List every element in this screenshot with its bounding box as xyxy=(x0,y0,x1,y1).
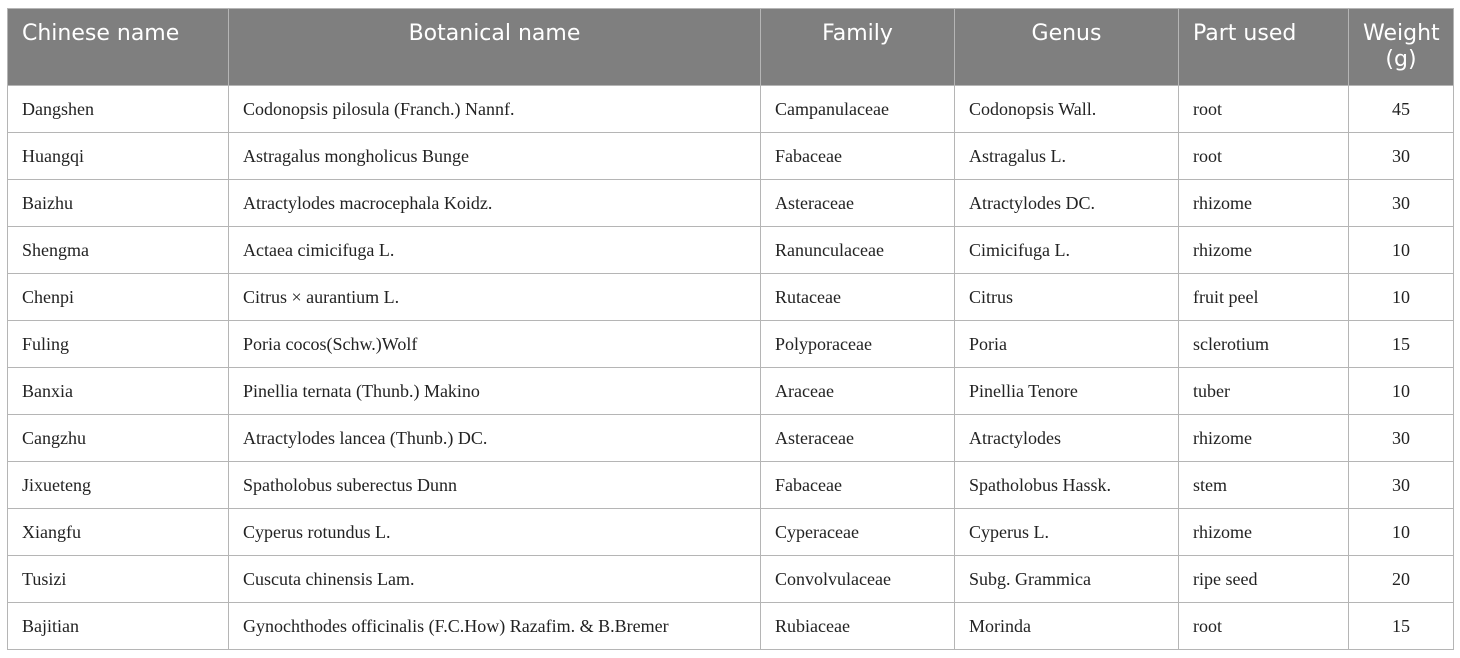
genus-cell: Poria xyxy=(955,321,1179,368)
column-header-chinese-name: Chinese name xyxy=(8,9,229,86)
weight-cell: 20 xyxy=(1349,556,1454,603)
column-header-family: Family xyxy=(761,9,955,86)
part-used-cell: ripe seed xyxy=(1179,556,1349,603)
botanical-name-cell: Codonopsis pilosula (Franch.) Nannf. xyxy=(229,86,761,133)
botanical-name-cell: Cyperus rotundus L. xyxy=(229,509,761,556)
part-used-cell: fruit peel xyxy=(1179,274,1349,321)
column-header-part-used: Part used xyxy=(1179,9,1349,86)
chinese-name-cell: Jixueteng xyxy=(8,462,229,509)
part-used-cell: sclerotium xyxy=(1179,321,1349,368)
weight-cell: 30 xyxy=(1349,133,1454,180)
chinese-name-cell: Bajitian xyxy=(8,603,229,650)
chinese-name-cell: Shengma xyxy=(8,227,229,274)
table-row xyxy=(8,321,1454,368)
table-row xyxy=(8,180,1454,227)
table-row xyxy=(8,86,1454,133)
family-cell: Fabaceae xyxy=(761,462,955,509)
part-used-cell: tuber xyxy=(1179,368,1349,415)
weight-cell: 30 xyxy=(1349,180,1454,227)
chinese-name-cell: Fuling xyxy=(8,321,229,368)
genus-cell: Subg. Grammica xyxy=(955,556,1179,603)
column-header-botanical-name: Botanical name xyxy=(229,9,761,86)
weight-cell: 30 xyxy=(1349,415,1454,462)
table-row xyxy=(8,274,1454,321)
botanical-name-cell: Spatholobus suberectus Dunn xyxy=(229,462,761,509)
table-row xyxy=(8,415,1454,462)
botanical-name-cell: Atractylodes lancea (Thunb.) DC. xyxy=(229,415,761,462)
family-cell: Araceae xyxy=(761,368,955,415)
genus-cell: Cimicifuga L. xyxy=(955,227,1179,274)
column-header-weight: Weight (g) xyxy=(1349,9,1454,86)
weight-cell: 15 xyxy=(1349,603,1454,650)
family-cell: Campanulaceae xyxy=(761,86,955,133)
table-header-row xyxy=(8,9,1454,86)
part-used-cell: rhizome xyxy=(1179,415,1349,462)
herb-table xyxy=(7,8,1454,650)
genus-cell: Atractylodes DC. xyxy=(955,180,1179,227)
part-used-cell: root xyxy=(1179,86,1349,133)
part-used-cell: rhizome xyxy=(1179,509,1349,556)
botanical-name-cell: Actaea cimicifuga L. xyxy=(229,227,761,274)
chinese-name-cell: Tusizi xyxy=(8,556,229,603)
genus-cell: Codonopsis Wall. xyxy=(955,86,1179,133)
chinese-name-cell: Baizhu xyxy=(8,180,229,227)
weight-cell: 45 xyxy=(1349,86,1454,133)
weight-cell: 30 xyxy=(1349,462,1454,509)
table-row xyxy=(8,368,1454,415)
table-row xyxy=(8,227,1454,274)
table-body xyxy=(8,86,1454,650)
weight-cell: 10 xyxy=(1349,509,1454,556)
botanical-name-cell: Cuscuta chinensis Lam. xyxy=(229,556,761,603)
chinese-name-cell: Chenpi xyxy=(8,274,229,321)
family-cell: Rubiaceae xyxy=(761,603,955,650)
family-cell: Asteraceae xyxy=(761,180,955,227)
genus-cell: Cyperus L. xyxy=(955,509,1179,556)
genus-cell: Atractylodes xyxy=(955,415,1179,462)
genus-cell: Spatholobus Hassk. xyxy=(955,462,1179,509)
part-used-cell: stem xyxy=(1179,462,1349,509)
botanical-name-cell: Atractylodes macrocephala Koidz. xyxy=(229,180,761,227)
chinese-name-cell: Banxia xyxy=(8,368,229,415)
botanical-name-cell: Poria cocos(Schw.)Wolf xyxy=(229,321,761,368)
family-cell: Polyporaceae xyxy=(761,321,955,368)
table-row xyxy=(8,556,1454,603)
family-cell: Asteraceae xyxy=(761,415,955,462)
chinese-name-cell: Dangshen xyxy=(8,86,229,133)
botanical-name-cell: Gynochthodes officinalis (F.C.How) Razafim. & B.Bremer xyxy=(229,603,761,650)
family-cell: Convolvulaceae xyxy=(761,556,955,603)
column-header-genus: Genus xyxy=(955,9,1179,86)
genus-cell: Citrus xyxy=(955,274,1179,321)
part-used-cell: root xyxy=(1179,133,1349,180)
family-cell: Fabaceae xyxy=(761,133,955,180)
genus-cell: Astragalus L. xyxy=(955,133,1179,180)
genus-cell: Pinellia Tenore xyxy=(955,368,1179,415)
genus-cell: Morinda xyxy=(955,603,1179,650)
chinese-name-cell: Cangzhu xyxy=(8,415,229,462)
family-cell: Rutaceae xyxy=(761,274,955,321)
chinese-name-cell: Huangqi xyxy=(8,133,229,180)
weight-cell: 15 xyxy=(1349,321,1454,368)
herb-table-container xyxy=(7,8,1454,650)
family-cell: Ranunculaceae xyxy=(761,227,955,274)
botanical-name-cell: Astragalus mongholicus Bunge xyxy=(229,133,761,180)
part-used-cell: root xyxy=(1179,603,1349,650)
part-used-cell: rhizome xyxy=(1179,180,1349,227)
chinese-name-cell: Xiangfu xyxy=(8,509,229,556)
weight-cell: 10 xyxy=(1349,227,1454,274)
botanical-name-cell: Pinellia ternata (Thunb.) Makino xyxy=(229,368,761,415)
weight-cell: 10 xyxy=(1349,274,1454,321)
botanical-name-cell: Citrus × aurantium L. xyxy=(229,274,761,321)
table-row xyxy=(8,509,1454,556)
table-row xyxy=(8,462,1454,509)
weight-cell: 10 xyxy=(1349,368,1454,415)
table-row xyxy=(8,603,1454,650)
family-cell: Cyperaceae xyxy=(761,509,955,556)
part-used-cell: rhizome xyxy=(1179,227,1349,274)
table-row xyxy=(8,133,1454,180)
